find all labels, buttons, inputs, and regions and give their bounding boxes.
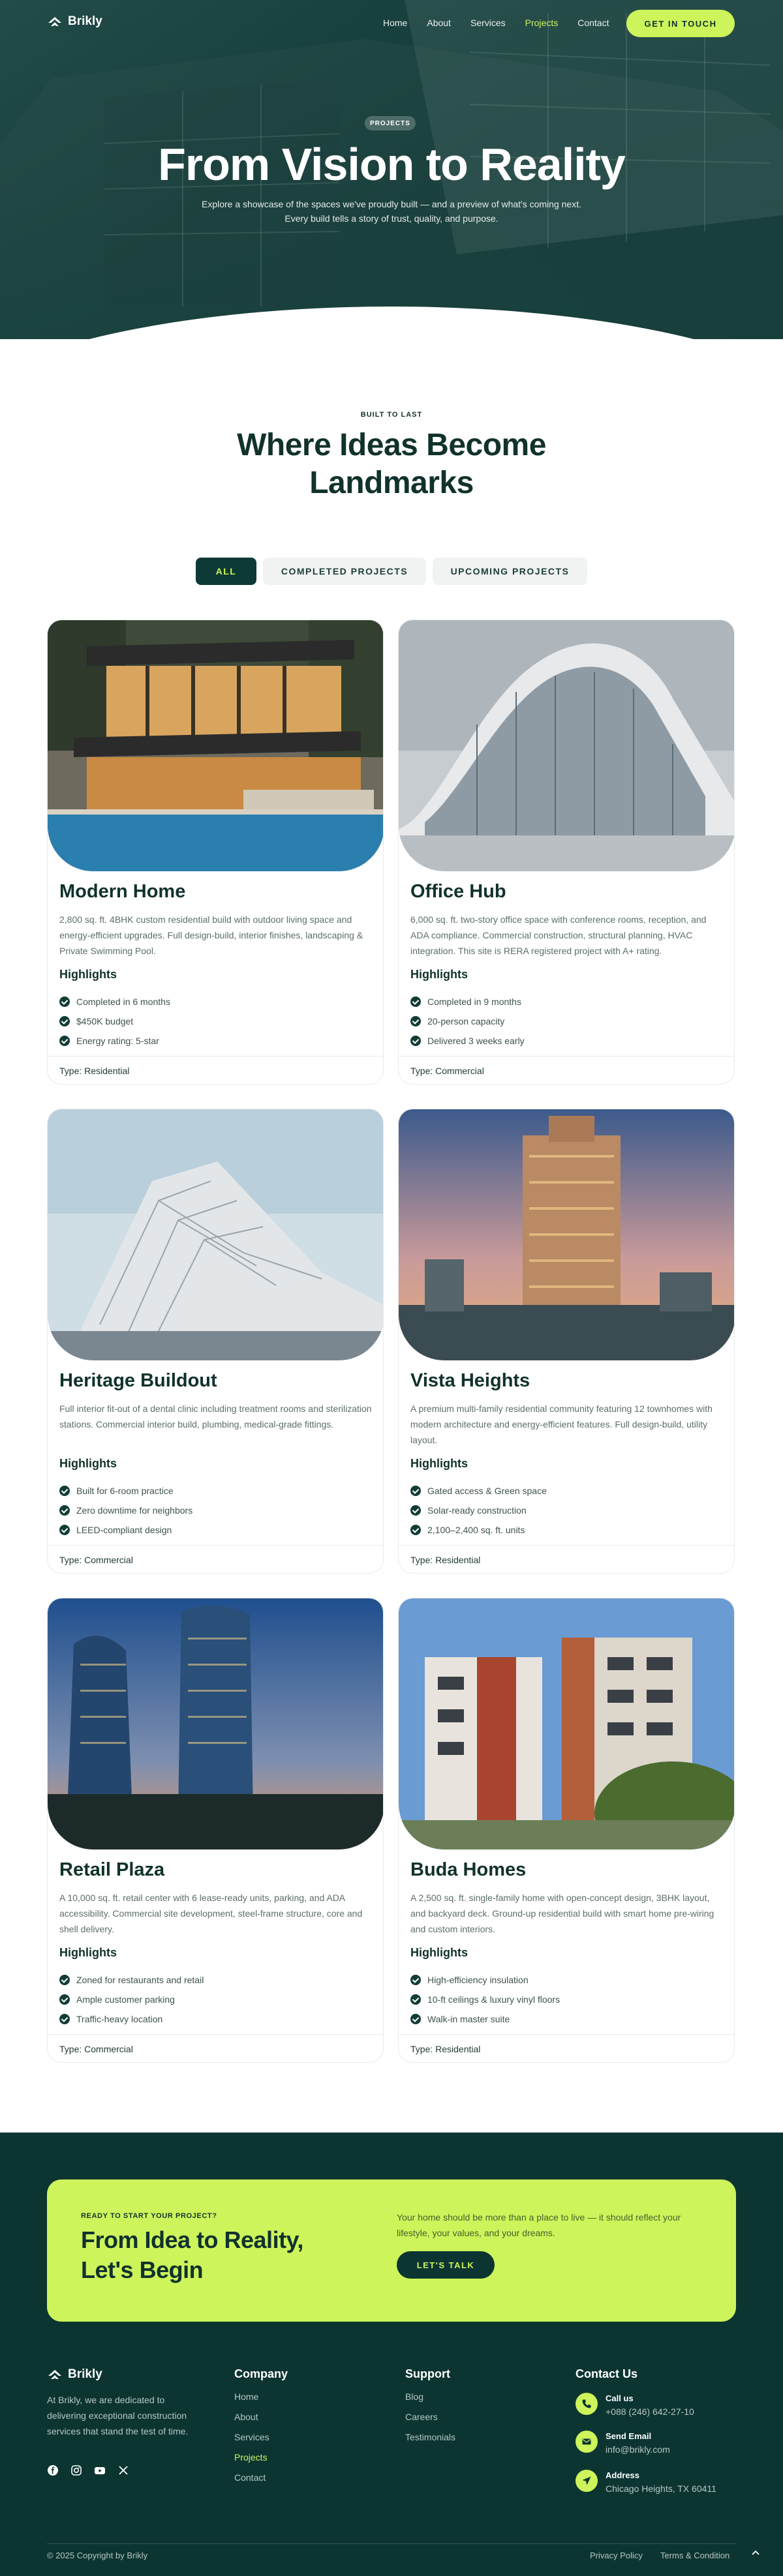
- project-card-modern-home[interactable]: [47, 620, 384, 1085]
- footer-contact-heading: Contact Us: [576, 2367, 638, 2380]
- cta-banner: [47, 2179, 736, 2322]
- highlight-item: [410, 1011, 525, 1031]
- project-image-office-hub: [399, 620, 735, 871]
- highlights-list: [59, 992, 170, 1051]
- project-title: Vista Heights: [410, 1370, 530, 1391]
- footer-link-projects[interactable]: Projects: [234, 2452, 268, 2463]
- cta-text: Your home should be more than a place to live — it should reflect your lifestyle, your values, and your dreams.: [397, 2212, 681, 2238]
- highlight-item: [410, 2009, 560, 2029]
- contact-value: Chicago Heights, TX 60411: [606, 2483, 716, 2494]
- highlight-item: [410, 1031, 525, 1051]
- project-title: Office Hub: [410, 881, 506, 902]
- highlight-text: Energy rating: 5-star: [76, 1036, 159, 1046]
- project-description: A premium multi-family residential community featuring 12 townhomes with modern architecture and energy-efficient features. Full design-build, utility layout.: [410, 1403, 713, 1445]
- highlight-text: Solar-ready construction: [427, 1505, 527, 1516]
- top-navigation: [0, 0, 783, 46]
- get-in-touch-button[interactable]: GET IN TOUCH: [626, 10, 735, 37]
- highlights-heading: Highlights: [410, 1946, 468, 1959]
- facebook-icon[interactable]: [47, 2464, 59, 2476]
- nav-links: [383, 18, 628, 28]
- project-image-heritage-buildout: [48, 1109, 384, 1360]
- project-filter-tabs: [196, 558, 587, 585]
- card-divider: [399, 1545, 735, 1546]
- cta-eyebrow: READY TO START YOUR PROJECT?: [81, 2212, 217, 2220]
- project-type: Type: Residential: [410, 1555, 481, 1565]
- footer-company-links: [234, 2391, 269, 2493]
- nav-link-contact[interactable]: Contact: [577, 18, 609, 28]
- highlight-text: Ample customer parking: [76, 1994, 175, 2005]
- card-divider: [399, 2034, 735, 2035]
- footer-about-text: At Brikly, we are dedicated to delivering exceptional construction services that stand the test of time.: [47, 2395, 189, 2436]
- contact-phone[interactable]: [576, 2393, 694, 2419]
- check-icon: [410, 1036, 421, 1046]
- highlight-item: [59, 992, 170, 1011]
- x-twitter-icon[interactable]: [117, 2464, 129, 2476]
- footer-support-links: [405, 2391, 455, 2452]
- nav-link-services[interactable]: Services: [470, 18, 506, 28]
- hero-subtitle-line-2: Every build tells a story of trust, quality, and purpose.: [284, 213, 499, 224]
- footer-link-blog[interactable]: Blog: [405, 2391, 424, 2402]
- highlights-list: [59, 1970, 204, 2029]
- project-title: Buda Homes: [410, 1859, 527, 1880]
- project-card-retail-plaza[interactable]: [47, 1598, 384, 2063]
- check-icon: [410, 1505, 421, 1516]
- check-icon: [410, 996, 421, 1007]
- highlight-text: Completed in 9 months: [427, 996, 521, 1007]
- terms-link[interactable]: Terms & Condition: [660, 2551, 730, 2560]
- brand-logo-icon: [47, 15, 63, 28]
- check-icon: [59, 2014, 70, 2024]
- highlight-text: Traffic-heavy location: [76, 2014, 163, 2024]
- privacy-policy-link[interactable]: Privacy Policy: [590, 2551, 643, 2560]
- card-divider: [48, 2034, 384, 2035]
- cta-title: From Idea to Reality, Let's Begin: [81, 2226, 303, 2283]
- nav-link-home[interactable]: Home: [383, 18, 408, 28]
- contact-label: Call us: [606, 2393, 634, 2403]
- highlight-text: Zoned for restaurants and retail: [76, 1975, 204, 1985]
- lets-talk-button[interactable]: LET'S TALK: [397, 2251, 495, 2279]
- card-divider: [48, 1545, 384, 1546]
- contact-value: +088 (246) 642-27-10: [606, 2406, 694, 2417]
- check-icon: [59, 1486, 70, 1496]
- project-card-buda-homes[interactable]: [398, 1598, 735, 2063]
- footer-link-careers[interactable]: Careers: [405, 2412, 438, 2422]
- highlight-item: [59, 2009, 204, 2029]
- highlight-text: 2,100–2,400 sq. ft. units: [427, 1525, 525, 1535]
- footer-link-testimonials[interactable]: Testimonials: [405, 2432, 456, 2442]
- contact-label: Send Email: [606, 2431, 652, 2441]
- project-description: Full interior fit-out of a dental clinic including treatment rooms and sterilization stations. Commercial interior build, plumbing, medical-grade fittings.: [59, 1403, 372, 1430]
- hero-badge: PROJECTS: [365, 116, 416, 130]
- highlight-text: LEED-compliant design: [76, 1525, 172, 1535]
- highlight-item: [410, 1520, 547, 1540]
- chevron-up-icon[interactable]: [749, 2547, 762, 2560]
- instagram-icon[interactable]: [70, 2464, 82, 2476]
- highlight-item: [59, 1481, 192, 1501]
- footer-link-home[interactable]: Home: [234, 2391, 259, 2402]
- footer-link-services[interactable]: Services: [234, 2432, 269, 2442]
- highlights-list: [59, 1481, 192, 1540]
- nav-link-about[interactable]: About: [427, 18, 451, 28]
- filter-tab-all[interactable]: ALL: [196, 558, 256, 585]
- highlights-list: [410, 992, 525, 1051]
- contact-value: info@brikly.com: [606, 2444, 670, 2455]
- hero-title: From Vision to Reality: [158, 139, 625, 190]
- highlight-item: [59, 1501, 192, 1520]
- location-icon: [576, 2470, 598, 2492]
- highlight-text: Gated access & Green space: [427, 1486, 547, 1496]
- mail-icon: [576, 2431, 598, 2453]
- highlight-item: [410, 1970, 560, 1990]
- project-type: Type: Residential: [59, 1066, 130, 1076]
- footer-divider: [47, 2543, 736, 2544]
- check-icon: [410, 1994, 421, 2005]
- project-description: A 10,000 sq. ft. retail center with 6 lease-ready units, parking, and ADA accessibility. Commercial site development, steel-frame structure, core and shell delivery.: [59, 1893, 363, 1934]
- highlights-heading: Highlights: [59, 1457, 117, 1470]
- phone-icon: [576, 2393, 598, 2415]
- contact-label: Address: [606, 2470, 640, 2480]
- project-image-retail-plaza: [48, 1598, 384, 1850]
- project-description: 6,000 sq. ft. two-story office space with conference rooms, reception, and ADA compliance. Commercial construction, structural planning, HVAC integration. This site is RERA registered project with A+ rating.: [410, 914, 707, 956]
- hero-section: [0, 0, 783, 339]
- check-icon: [59, 1525, 70, 1535]
- highlight-item: [59, 1520, 192, 1540]
- highlight-text: High-efficiency insulation: [427, 1975, 529, 1985]
- check-icon: [410, 1486, 421, 1496]
- highlight-item: [59, 1031, 170, 1051]
- footer-logo[interactable]: [47, 2367, 102, 2382]
- project-type: Type: Commercial: [59, 1555, 133, 1565]
- project-title: Heritage Buildout: [59, 1370, 217, 1391]
- filter-tab-upcoming[interactable]: UPCOMING PROJECTS: [433, 558, 587, 585]
- nav-link-projects[interactable]: Projects: [525, 18, 559, 28]
- filter-tab-completed[interactable]: COMPLETED PROJECTS: [263, 558, 426, 585]
- highlight-item: [410, 992, 525, 1011]
- highlight-text: $450K budget: [76, 1016, 134, 1026]
- footer-link-about[interactable]: About: [234, 2412, 258, 2422]
- project-description: A 2,500 sq. ft. single-family home with open-concept design, 3BHK layout, and backyard deck. Ground-up residential build with smart home pre-wiring and custom interiors.: [410, 1893, 714, 1934]
- highlight-text: 20-person capacity: [427, 1016, 505, 1026]
- project-image-vista-heights: [399, 1109, 735, 1360]
- footer-company-heading: Company: [234, 2367, 288, 2380]
- highlight-item: [59, 1990, 204, 2009]
- highlight-item: [410, 1990, 560, 2009]
- check-icon: [410, 1016, 421, 1026]
- highlight-text: Walk-in master suite: [427, 2014, 510, 2024]
- check-icon: [59, 1994, 70, 2005]
- project-image-modern-home: [48, 620, 384, 871]
- highlight-text: Built for 6-room practice: [76, 1486, 174, 1496]
- project-description: 2,800 sq. ft. 4BHK custom residential build with outdoor living space and energy-efficient upgrades. Full design-build, interior finishes, landscaping & Private Swimming Pool.: [59, 914, 363, 956]
- check-icon: [410, 1975, 421, 1985]
- highlight-text: Zero downtime for neighbors: [76, 1505, 193, 1516]
- contact-address[interactable]: [576, 2470, 716, 2496]
- section-title: Where Ideas Become Landmarks: [237, 428, 546, 500]
- check-icon: [59, 1505, 70, 1516]
- contact-email[interactable]: [576, 2431, 670, 2457]
- highlights-list: [410, 1481, 547, 1540]
- highlight-text: 10-ft ceilings & luxury vinyl floors: [427, 1994, 560, 2005]
- footer-support-heading: Support: [405, 2367, 450, 2380]
- youtube-icon[interactable]: [94, 2464, 106, 2476]
- check-icon: [59, 1975, 70, 1985]
- project-card-office-hub[interactable]: [398, 620, 735, 1085]
- brand-logo[interactable]: [47, 14, 102, 29]
- section-eyebrow: BUILT TO LAST: [360, 411, 423, 419]
- check-icon: [59, 1036, 70, 1046]
- highlight-text: Delivered 3 weeks early: [427, 1036, 525, 1046]
- footer-link-contact[interactable]: Contact: [234, 2472, 266, 2483]
- project-card-vista-heights[interactable]: [398, 1109, 735, 1574]
- highlight-item: [59, 1970, 204, 1990]
- highlights-heading: Highlights: [59, 968, 117, 981]
- social-links: [47, 2464, 129, 2476]
- highlight-item: [410, 1481, 547, 1501]
- hero-subtitle: [196, 197, 587, 226]
- highlight-item: [410, 1501, 547, 1520]
- project-type: Type: Commercial: [59, 2044, 133, 2054]
- check-icon: [59, 996, 70, 1007]
- brand-logo-icon: [47, 2368, 63, 2381]
- check-icon: [410, 2014, 421, 2024]
- brand-name: Brikly: [68, 14, 102, 28]
- hero-subtitle-line-1: Explore a showcase of the spaces we've proudly built — and a preview of what's coming next.: [202, 199, 581, 209]
- project-image-buda-homes: [399, 1598, 735, 1850]
- highlights-heading: Highlights: [410, 968, 468, 981]
- copyright-text: © 2025 Copyright by Brikly: [47, 2551, 148, 2560]
- highlights-list: [410, 1970, 560, 2029]
- highlight-item: [59, 1011, 170, 1031]
- check-icon: [410, 1525, 421, 1535]
- project-type: Type: Commercial: [410, 1066, 484, 1076]
- highlight-text: Completed in 6 months: [76, 996, 170, 1007]
- check-icon: [59, 1016, 70, 1026]
- project-card-heritage-buildout[interactable]: [47, 1109, 384, 1574]
- project-title: Modern Home: [59, 881, 186, 902]
- project-title: Retail Plaza: [59, 1859, 165, 1880]
- highlights-heading: Highlights: [410, 1457, 468, 1470]
- highlights-heading: Highlights: [59, 1946, 117, 1959]
- project-type: Type: Residential: [410, 2044, 481, 2054]
- footer-brand-name: Brikly: [68, 2367, 102, 2381]
